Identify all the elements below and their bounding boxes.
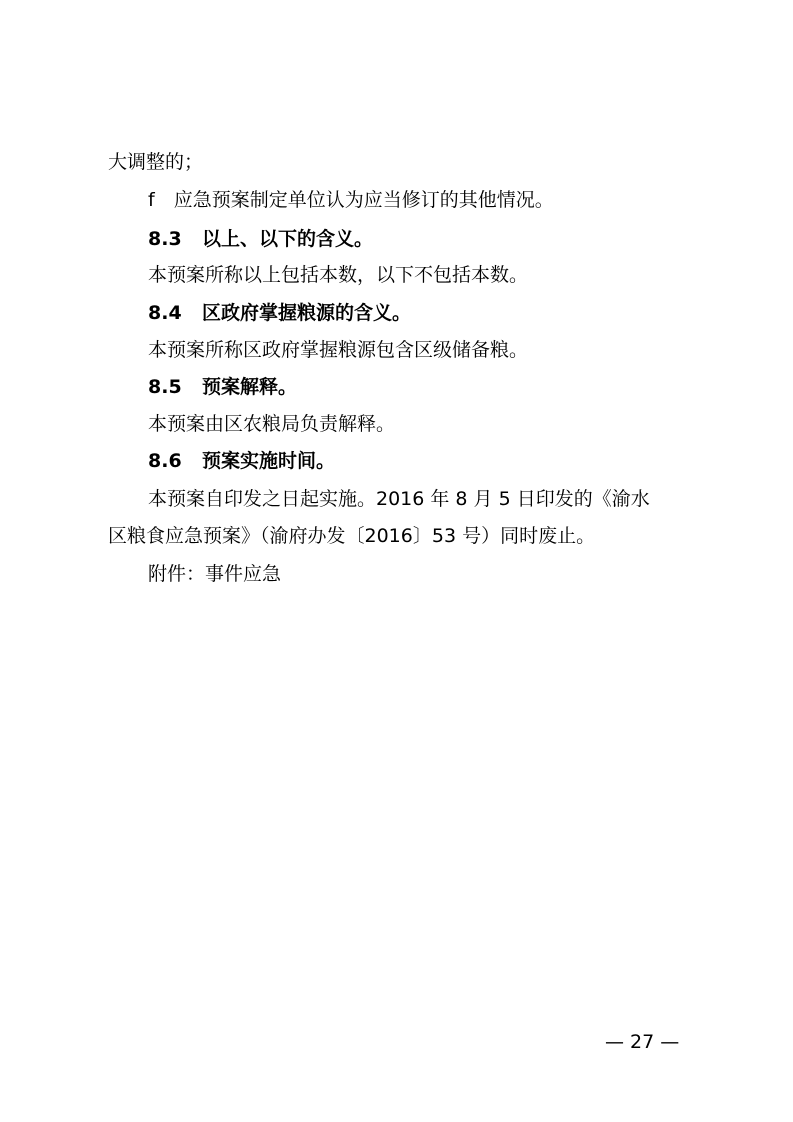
paragraph-line: f 应急预案制定单位认为应当修订的其他情况。 <box>148 189 554 211</box>
section-title: 预案解释。 <box>202 376 298 398</box>
section-heading <box>148 449 748 473</box>
page-number: — 27 — <box>605 1031 680 1053</box>
paragraph-line: 区粮食应急预案》（渝府办发〔2016〕53 号）同时废止。 <box>108 525 596 547</box>
section-heading <box>148 301 748 325</box>
paragraph-line: 本预案所称区政府掌握粮源包含区级储备粮。 <box>148 339 529 361</box>
section-heading <box>148 227 748 251</box>
paragraph-line: 本预案自印发之日起实施。2016 年 8 月 5 日印发的《渝水 <box>148 488 650 510</box>
paragraph-line: 本预案所称以上包括本数，以下不包括本数。 <box>148 264 529 286</box>
paragraph-line: 大调整的； <box>108 151 204 173</box>
paragraph-line: 本预案由区农粮局负责解释。 <box>148 413 396 435</box>
section-number: 8.6 <box>148 450 182 472</box>
section-number: 8.5 <box>148 376 182 398</box>
paragraph-line: 附件：事件应急 <box>148 563 282 585</box>
section-number: 8.4 <box>148 302 182 324</box>
section-title: 预案实施时间。 <box>202 450 336 472</box>
section-title: 区政府掌握粮源的含义。 <box>202 302 412 324</box>
section-title: 以上、以下的含义。 <box>202 228 374 250</box>
section-number: 8.3 <box>148 228 182 250</box>
section-heading <box>148 375 748 399</box>
